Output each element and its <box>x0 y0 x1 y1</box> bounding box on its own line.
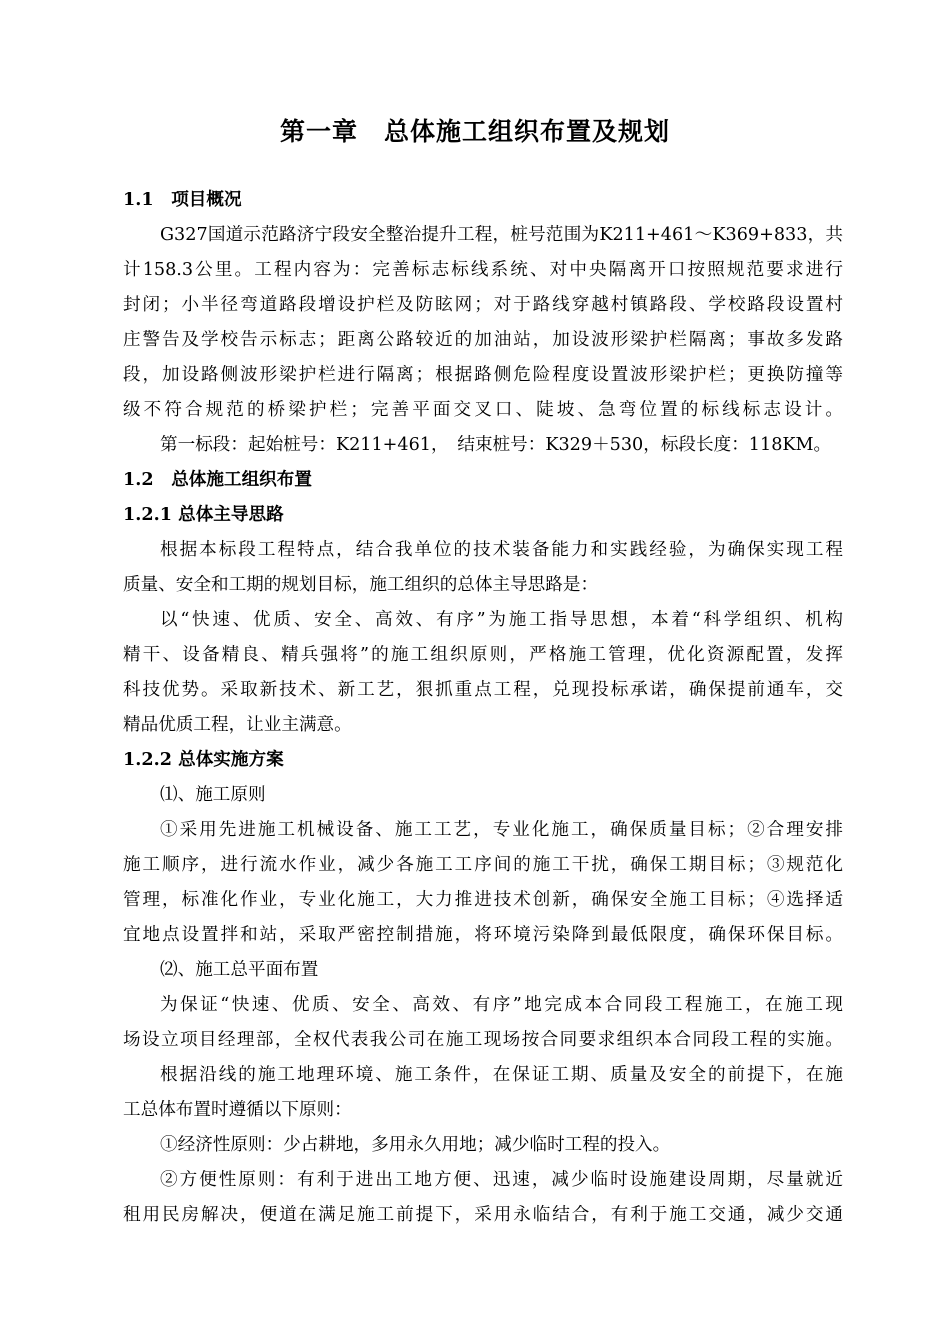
paragraph-line: 宜地点设置拌和站，采取严密控制措施，将环境污染降到最低限度，确保环保目标。 <box>123 925 843 945</box>
paragraph-line: 精干、设备精良、精兵强将”的施工组织原则，严格施工管理，优化资源配置，发挥 <box>123 645 843 665</box>
section-heading-1-2: 1.2 总体施工组织布置 <box>123 469 312 490</box>
paragraph-line: ①采用先进施工机械设备、施工工艺，专业化施工，确保质量目标；②合理安排 <box>160 820 843 840</box>
section-heading-1-2-1: 1.2.1 总体主导思路 <box>123 504 284 525</box>
paragraph-line: 以“快速、优质、安全、高效、有序”为施工指导思想，本着“科学组织、机构 <box>160 610 843 630</box>
paragraph-line: ②方便性原则：有利于进出工地方便、迅速，减少临时设施建设周期，尽量就近 <box>160 1170 843 1190</box>
chapter-title: 第一章 总体施工组织布置及规划 <box>279 117 670 146</box>
paragraph-line: 质量、安全和工期的规划目标，施工组织的总体主导思路是： <box>123 575 599 595</box>
section-heading-1-2-2: 1.2.2 总体实施方案 <box>123 749 284 770</box>
paragraph-line: 工总体布置时遵循以下原则： <box>123 1100 352 1120</box>
paragraph-line: 庄警告及学校告示标志；距离公路较近的加油站，加设波形梁护栏隔离；事故多发路 <box>123 330 843 350</box>
paragraph-line: 第一标段：起始桩号：K211+461， 结束桩号：K329＋530，标段长度：118KM。 <box>160 435 832 455</box>
paragraph-line: 施工顺序，进行流水作业，减少各施工工序间的施工干扰，确保工期目标；③规范化 <box>123 855 843 875</box>
paragraph-line: 为保证“快速、优质、安全、高效、有序”地完成本合同段工程施工，在施工现 <box>160 995 843 1015</box>
paragraph-line: ①经济性原则：少占耕地，多用永久用地；减少临时工程的投入。 <box>160 1135 671 1155</box>
paragraph-line: 计158.3公里。工程内容为：完善标志标线系统、对中央隔离开口按照规范要求进行 <box>123 260 843 280</box>
paragraph-line: 级不符合规范的桥梁护栏；完善平面交叉口、陡坡、急弯位置的标线标志设计。 <box>123 400 843 420</box>
paragraph-line: 封闭；小半径弯道路段增设护栏及防眩网；对于路线穿越村镇路段、学校路段设置村 <box>123 295 843 315</box>
paragraph-line: 场设立项目经理部，全权代表我公司在施工现场按合同要求组织本合同段工程的实施。 <box>123 1030 843 1050</box>
paragraph-line: 精品优质工程，让业主满意。 <box>123 715 352 735</box>
paragraph-line: 根据本标段工程特点，结合我单位的技术装备能力和实践经验，为确保实现工程 <box>160 540 843 560</box>
paragraph-line: 租用民房解决，便道在满足施工前提下，采用永临结合，有利于施工交通，减少交通 <box>123 1205 843 1225</box>
paragraph-line: 根据沿线的施工地理环境、施工条件，在保证工期、质量及安全的前提下，在施 <box>160 1065 843 1085</box>
paragraph-line: 段，加设路侧波形梁护栏进行隔离；根据路侧危险程度设置波形梁护栏；更换防撞等 <box>123 365 843 385</box>
list-item-heading: ⑴、施工原则 <box>160 785 266 805</box>
paragraph-line: 科技优势。采取新技术、新工艺，狠抓重点工程，兑现投标承诺，确保提前通车，交 <box>123 680 843 700</box>
paragraph-line: G327国道示范路济宁段安全整治提升工程，桩号范围为K211+461～K369+833，共 <box>160 225 843 245</box>
list-item-heading: ⑵、施工总平面布置 <box>160 960 319 980</box>
section-heading-1-1: 1.1 项目概况 <box>123 189 242 210</box>
paragraph-line: 管理，标准化作业，专业化施工，大力推进技术创新，确保安全施工目标；④选择适 <box>123 890 843 910</box>
